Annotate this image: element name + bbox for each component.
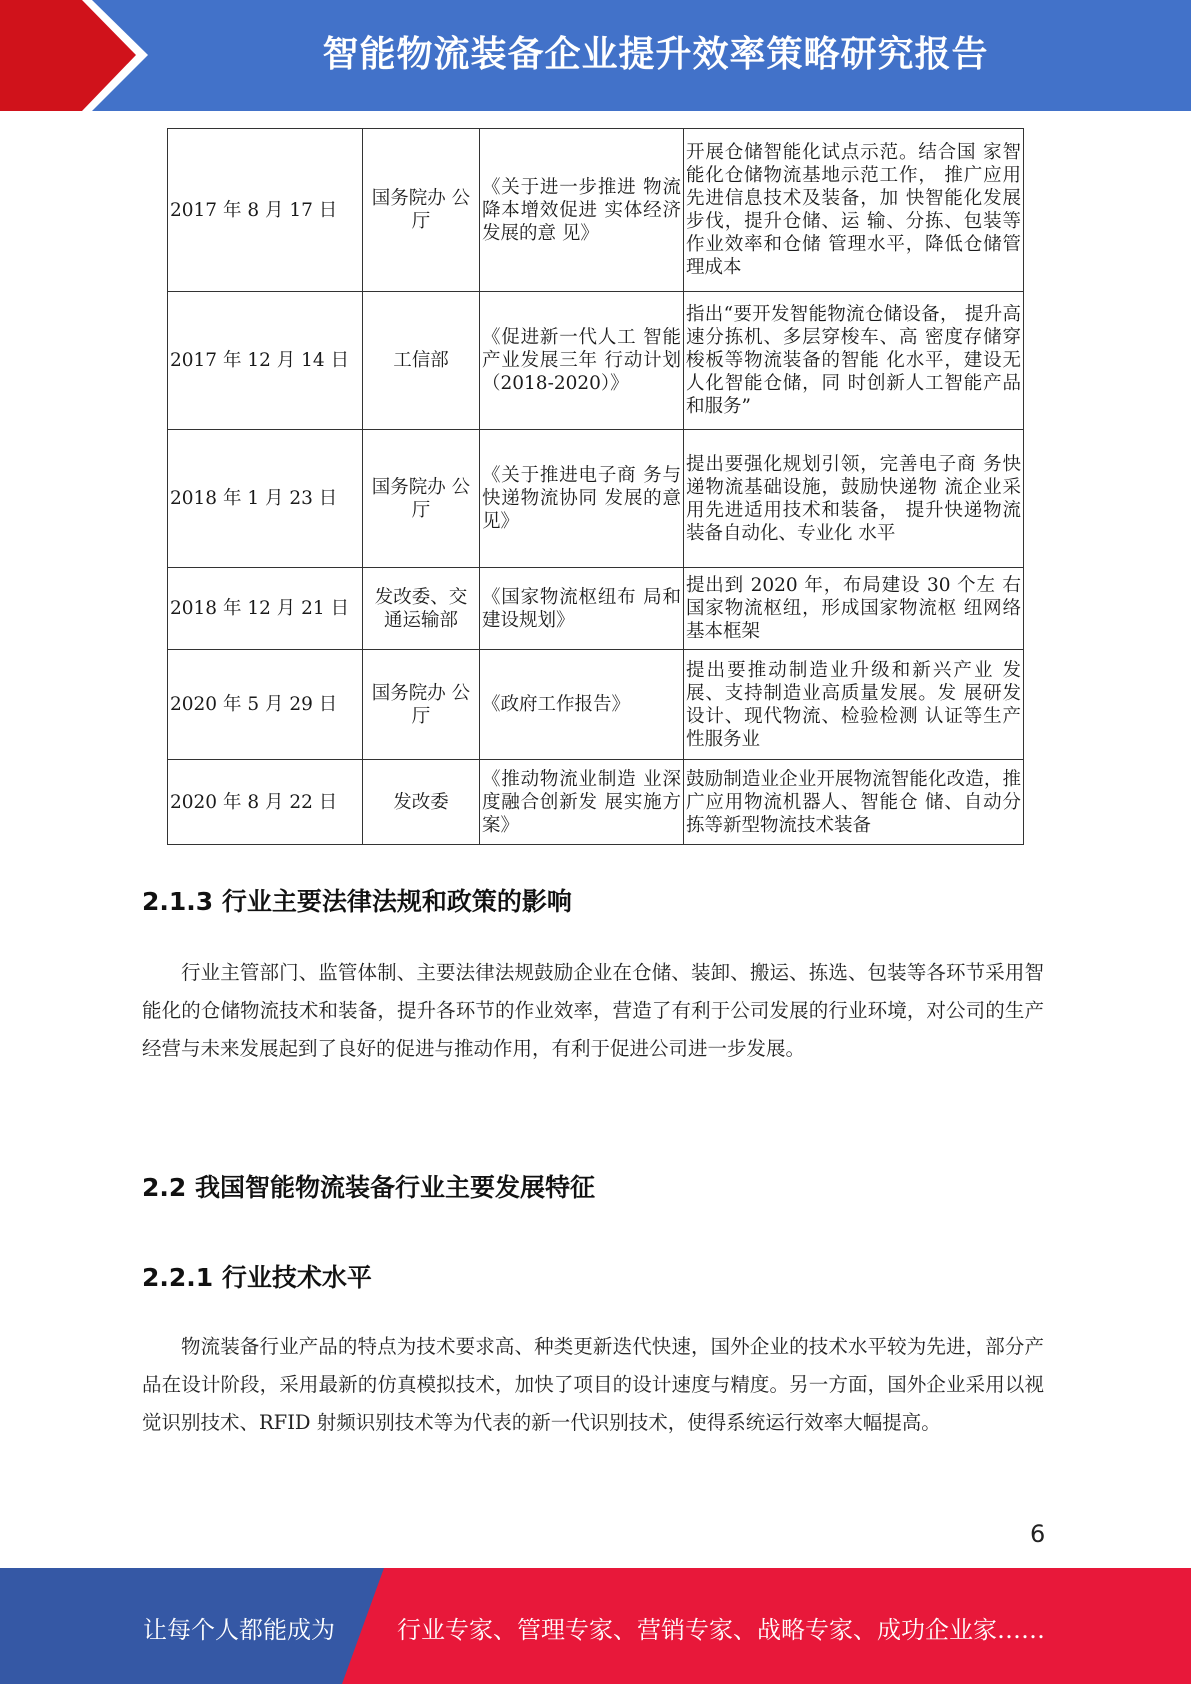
department-cell: 国务院办 公厅 (363, 650, 480, 760)
page-footer (0, 1568, 1191, 1684)
section-heading-2-2: 2.2 我国智能物流装备行业主要发展特征 (142, 1173, 595, 1202)
department-cell: 工信部 (363, 292, 480, 430)
policy-table (167, 128, 1024, 845)
department-cell: 发改委 (363, 760, 480, 845)
date-cell: 2017 年 12 月 14 日 (168, 292, 363, 430)
date-cell: 2017 年 8 月 17 日 (168, 129, 363, 292)
content-cell: 指出“要开发智能物流仓储设备， 提升高速分拣机、多层穿梭车、高 密度存储穿梭板等物流装备的智能 化水平，建设无人化智能仓储，同 时创新人工智能产品和服务” (684, 292, 1024, 430)
content-cell: 开展仓储智能化试点示范。结合国 家智能化仓储物流基地示范工作， 推广应用先进信息技术及装备，加 快智能化发展步伐，提升仓储、运 输、分拣、包装等作业效率和仓储 管理水平，降低仓储管理成本 (684, 129, 1024, 292)
table-row (168, 430, 1024, 568)
footer-slogan-left: 让每个人都能成为 (143, 1616, 335, 1644)
document-cell: 《促进新一代人工 智能产业发展三年 行动计划 （2018-2020）》 (480, 292, 684, 430)
document-cell: 《关于推进电子商 务与快递物流协同 发展的意见》 (480, 430, 684, 568)
department-cell: 发改委、交 通运输部 (363, 568, 480, 650)
date-cell: 2020 年 8 月 22 日 (168, 760, 363, 845)
date-cell: 2020 年 5 月 29 日 (168, 650, 363, 760)
table-row (168, 568, 1024, 650)
table-row (168, 129, 1024, 292)
table-row (168, 760, 1024, 845)
report-title: 智能物流装备企业提升效率策略研究报告 (322, 34, 989, 75)
date-cell: 2018 年 12 月 21 日 (168, 568, 363, 650)
table-row (168, 292, 1024, 430)
content-cell: 提出要推动制造业升级和新兴产业 发展、支持制造业高质量发展。发 展研发设计、现代物流、检验检测 认证等生产性服务业 (684, 650, 1024, 760)
section-paragraph-2-2-1: 物流装备行业产品的特点为技术要求高、种类更新迭代快速，国外企业的技术水平较为先进，部分产品在设计阶段，采用最新的仿真模拟技术，加快了项目的设计速度与精度。另一方面，国外企业采用以视觉识别技术、RFID 射频识别技术等为代表的新一代识别技术，使得系统运行效率大幅提高。 (142, 1335, 1044, 1434)
document-cell: 《关于进一步推进 物流降本增效促进 实体经济发展的意 见》 (480, 129, 684, 292)
section-heading-2-1-3: 2.1.3 行业主要法律法规和政策的影响 (142, 887, 572, 916)
page-header (0, 0, 1191, 111)
footer-slogan-right: 行业专家、管理专家、营销专家、战略专家、成功企业家…… (397, 1616, 1045, 1644)
content-cell: 鼓励制造业企业开展物流智能化改造，推广应用物流机器人、智能仓 储、自动分拣等新型物流技术装备 (684, 760, 1024, 845)
department-cell: 国务院办 公厅 (363, 430, 480, 568)
date-cell: 2018 年 1 月 23 日 (168, 430, 363, 568)
content-cell: 提出要强化规划引领，完善电子商 务快递物流基础设施，鼓励快递物 流企业采用先进适用技术和装备， 提升快递物流装备自动化、专业化 水平 (684, 430, 1024, 568)
document-cell: 《国家物流枢纽布 局和建设规划》 (480, 568, 684, 650)
page-number: 6 (1030, 1520, 1046, 1548)
section-heading-2-2-1: 2.2.1 行业技术水平 (142, 1263, 372, 1292)
content-cell: 提出到 2020 年，布局建设 30 个左 右国家物流枢纽，形成国家物流枢 纽网络基本框架 (684, 568, 1024, 650)
department-cell: 国务院办 公厅 (363, 129, 480, 292)
section-paragraph-2-1-3: 行业主管部门、监管体制、主要法律法规鼓励企业在仓储、装卸、搬运、拣选、包装等各环节采用智能化的仓储物流技术和装备，提升各环节的作业效率，营造了有利于公司发展的行业环境，对公司的生产经营与未来发展起到了良好的促进与推动作用，有利于促进公司进一步发展。 (142, 961, 1044, 1060)
table-row (168, 650, 1024, 760)
document-cell: 《推动物流业制造 业深度融合创新发 展实施方案》 (480, 760, 684, 845)
document-cell: 《政府工作报告》 (480, 650, 684, 760)
